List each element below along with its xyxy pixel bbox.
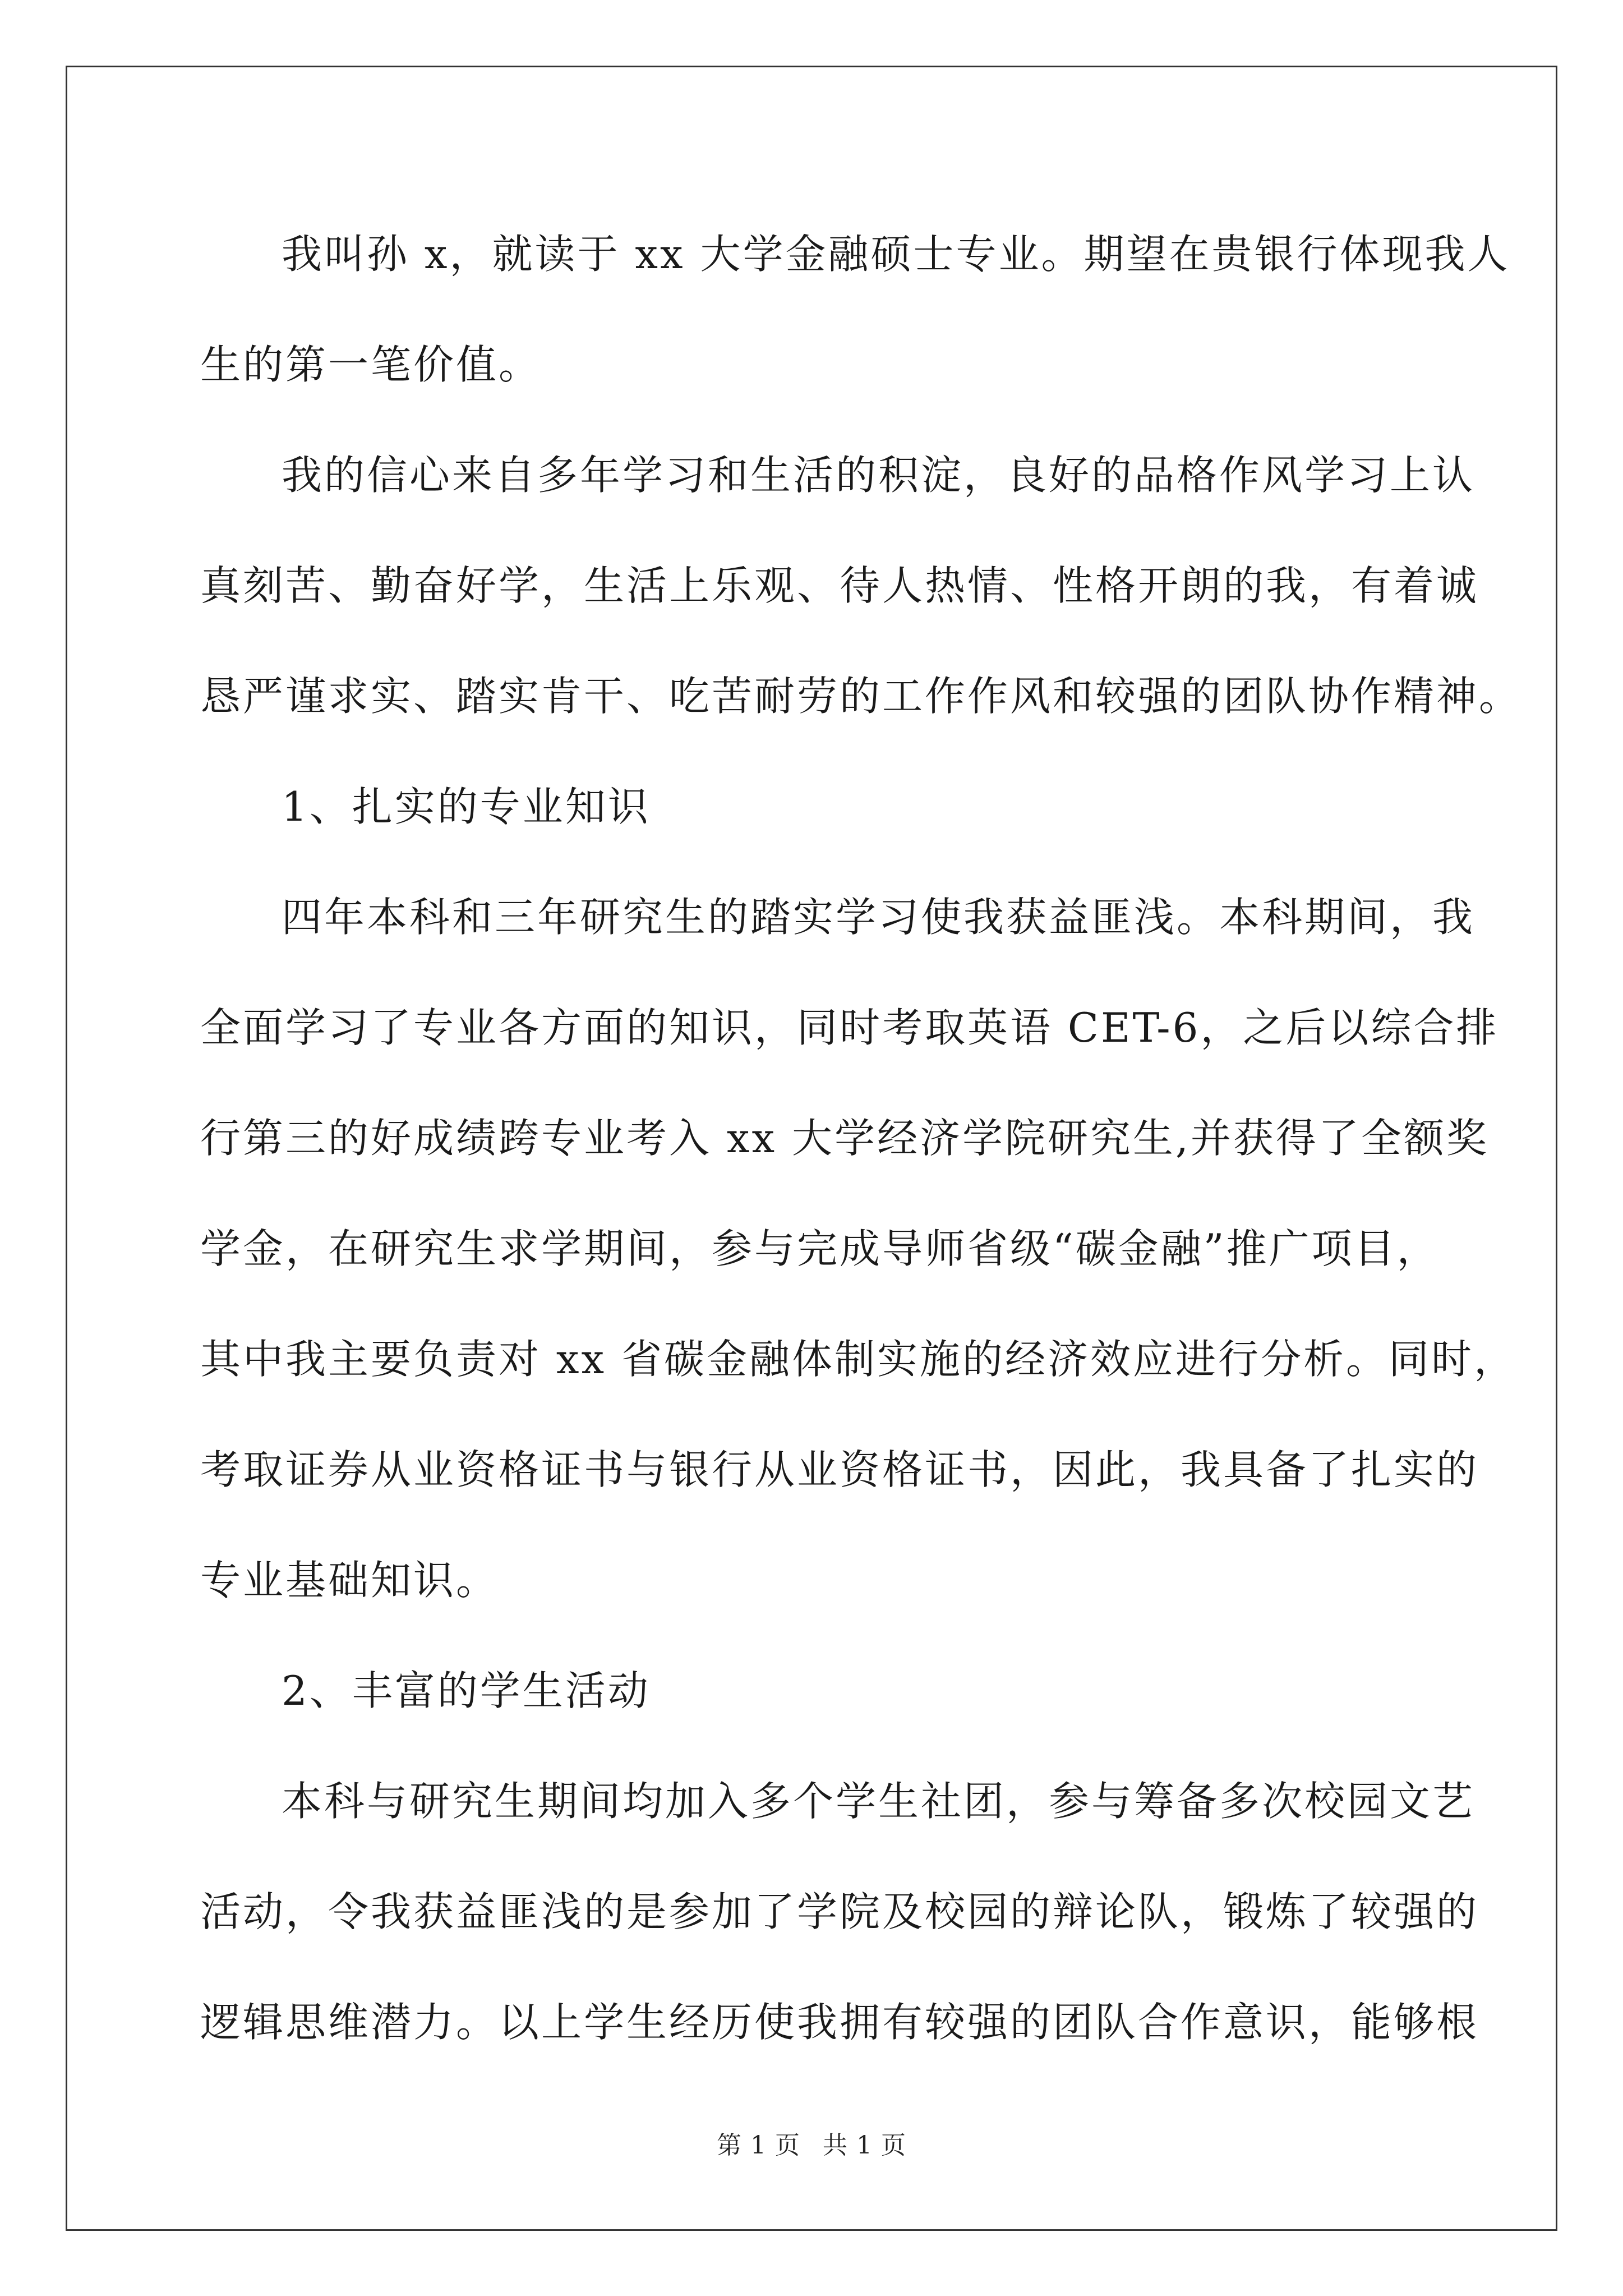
- body-line: 其中我主要负责对 xx 省碳金融体制实施的经济效应进行分析。同时，: [200, 1336, 1516, 1383]
- page-footer: [0, 2129, 1623, 2162]
- body-line: 活动，令我获益匪浅的是参加了学院及校园的辩论队，锻炼了较强的: [200, 1888, 1479, 1935]
- body-line: 我的信心来自多年学习和生活的积淀，良好的品格作风学习上认: [282, 452, 1476, 499]
- body-line: 真刻苦、勤奋好学，生活上乐观、待人热情、性格开朗的我，有着诚: [200, 562, 1479, 609]
- page-number: 第 1 页: [717, 2131, 800, 2160]
- body-line: 考取证券从业资格证书与银行从业资格证书，因此，我具备了扎实的: [200, 1446, 1479, 1493]
- section-heading: 1、扎实的专业知识: [282, 783, 651, 830]
- section-heading: 2、丰富的学生活动: [282, 1667, 651, 1714]
- body-line: 全面学习了专业各方面的知识，同时考取英语 CET-6，之后以综合排: [200, 1004, 1499, 1051]
- body-line: 四年本科和三年研究生的踏实学习使我获益匪浅。本科期间，我: [282, 894, 1476, 941]
- body-line: 生的第一笔价值。: [200, 341, 542, 388]
- body-line: 我叫孙 x，就读于 xx 大学金融硕士专业。期望在贵银行体现我人: [282, 231, 1510, 278]
- body-line: 行第三的好成绩跨专业考入 xx 大学经济学院研究生,并获得了全额奖: [200, 1115, 1489, 1162]
- page-total: 共 1 页: [823, 2131, 906, 2160]
- body-line: 本科与研究生期间均加入多个学生社团，参与筹备多次校园文艺: [282, 1778, 1476, 1825]
- document-body: [200, 199, 1522, 2078]
- body-line: 逻辑思维潜力。以上学生经历使我拥有较强的团队合作意识，能够根: [200, 1999, 1479, 2046]
- body-line: 专业基础知识。: [200, 1557, 499, 1604]
- body-line: 恳严谨求实、踏实肯干、吃苦耐劳的工作作风和较强的团队协作精神。: [200, 673, 1522, 720]
- body-line: 学金，在研究生求学期间，参与完成导师省级“碳金融”推广项目，: [200, 1225, 1440, 1272]
